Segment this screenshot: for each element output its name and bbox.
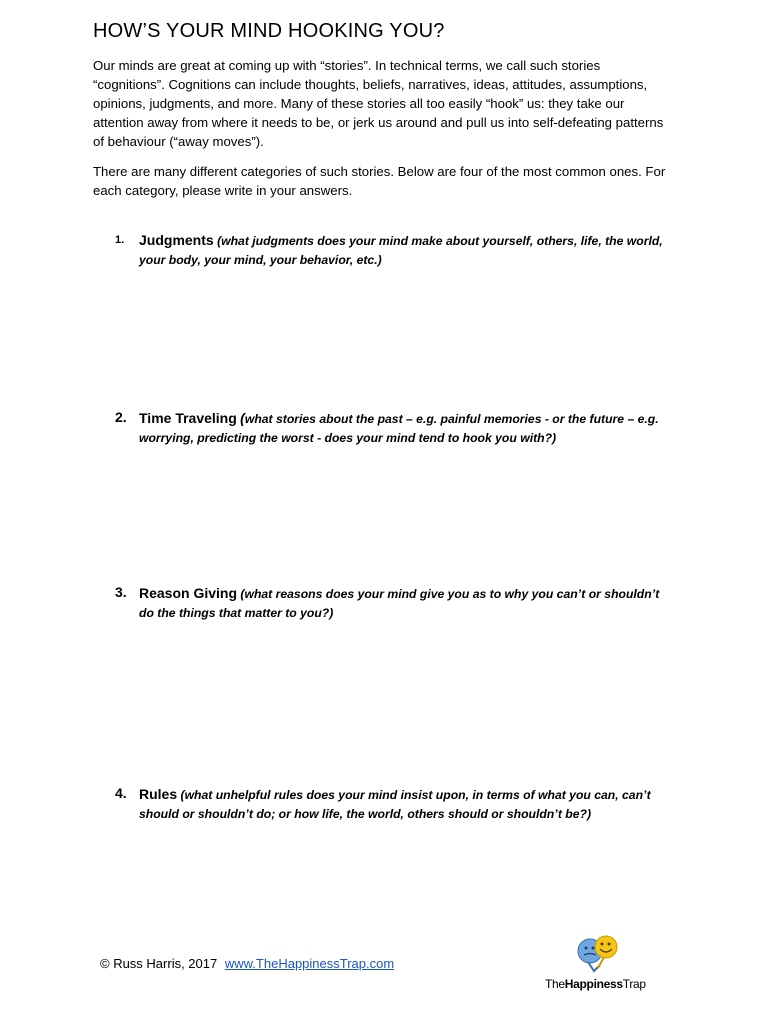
footer <box>100 956 394 971</box>
intro-paragraph-1: Our minds are great at coming up with “stories”. In technical terms, we call such stories “cognitions”. Cognitions can include thoughts, beliefs, narratives, ideas, attitudes, assumptions, opinions, judgments, and more. Many of these stories all too easily “hook” us: they take our attention away from where it needs to be, or jerk us around and pull us into self-defeating patterns of behaviour (“away moves”). <box>93 58 664 149</box>
category-time-traveling <box>115 409 675 448</box>
item-number: 1. <box>115 234 125 246</box>
logo-happiness: Happiness <box>564 977 623 991</box>
smiley-faces-icon <box>570 935 650 977</box>
happiness-trap-logo <box>545 935 655 995</box>
logo-the: The <box>545 977 565 991</box>
category-rules <box>115 785 675 824</box>
logo-trap: Trap <box>622 977 646 991</box>
item-open-paren: ( <box>240 410 245 426</box>
item-heading: Reason Giving <box>139 585 238 601</box>
website-link[interactable]: www.TheHappinessTrap.com <box>224 956 395 971</box>
item-number: 2. <box>115 409 127 425</box>
item-description: (what reasons does your mind give you as to why you can’t or shouldn’t do the things that matter to you?) <box>139 587 660 620</box>
item-heading: Rules <box>139 786 178 802</box>
page-title: HOW’S YOUR MIND HOOKING YOU? <box>93 20 445 42</box>
logo-wordmark <box>545 977 646 991</box>
category-reason-giving <box>115 584 675 623</box>
item-description: (what unhelpful rules does your mind insist upon, in terms of what you can, can’t should or shouldn’t do; or how life, the world, others should or shouldn’t be?) <box>139 788 651 821</box>
category-judgments <box>115 231 675 270</box>
item-description: what stories about the past – e.g. painful memories - or the future – e.g. worrying, predicting the worst - does your mind tend to hook you with?) <box>139 412 659 445</box>
item-number: 4. <box>115 785 127 801</box>
item-heading: Time Traveling <box>139 410 237 426</box>
copyright-text: © Russ Harris, 2017 <box>100 956 218 971</box>
item-number: 3. <box>115 584 127 600</box>
item-description: (what judgments does your mind make about yourself, others, life, the world, your body, your mind, your behavior, etc.) <box>139 234 663 267</box>
intro-paragraph-2: There are many different categories of such stories. Below are four of the most common ones. For each category, please write in your answers. <box>93 164 666 198</box>
item-heading: Judgments <box>139 232 214 248</box>
